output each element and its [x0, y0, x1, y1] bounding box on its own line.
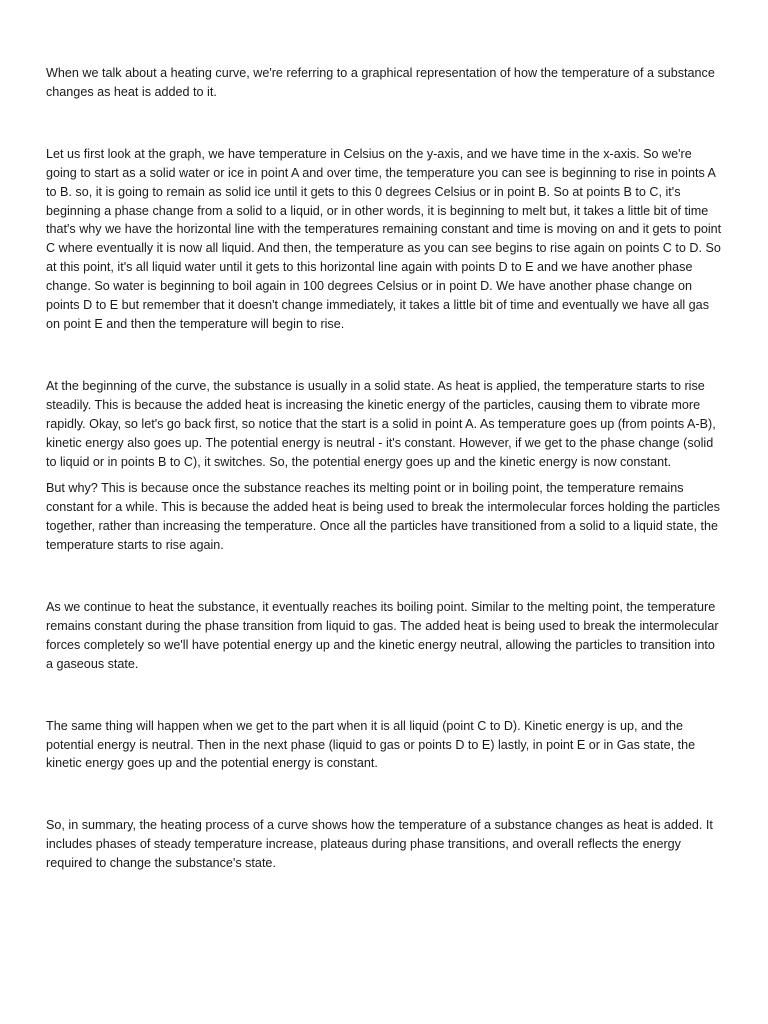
paragraph-liquid-phase: The same thing will happen when we get to the part when it is all liquid (point C to D). Kinetic energy is up, and the potential energy is neutral. Then in the next phase (liquid to gas or points D to E) lastly, in point E or in Gas state, the kinetic energy goes up and the potential energy is constant. — [46, 718, 696, 771]
paragraph-boiling-point: As we continue to heat the substance, it eventually reaches its boiling point. Similar to the melting point, the temperature remains constant during the phase transition from liquid to gas. The added heat is being used to break the intermolecular forces completely so we'll have potential energy up and the kinetic energy neutral, allowing the particles to transition into a gaseous state. — [46, 600, 719, 671]
paragraph-summary: So, in summary, the heating process of a curve shows how the temperature of a substance changes as heat is added. It includes phases of steady temperature increase, plateaus during phase transitions, and overall reflects the energy required to change the substance's state. — [46, 818, 713, 871]
document-body — [46, 64, 722, 873]
paragraph-graph-walkthrough: Let us first look at the graph, we have temperature in Celsius on the y-axis, and we have time in the x-axis. So we're going to start as a solid water or ice in point A and over time, the temperature you can see is beginning to rise in points A to B. so, it is going to remain as solid ice until it gets to this 0 degrees Celsius or in point B. So at points B to C, it's beginning a phase change from a solid to a liquid, or in other words, it is beginning to melt but, it takes a little bit of time that's why we have the horizontal line with the temperatures remaining constant and time is moving on and it gets to point C where eventually it is now all liquid. And then, the temperature as you can see begins to rise again on points C to D. So at this point, it's all liquid water until it gets to this horizontal line again with points D to E and we have another phase change. So water is beginning to boil again in 100 degrees Celsius or in point D. We have another phase change on points D to E but remember that it doesn't change immediately, it takes a little bit of time and eventually we have all gas on point E and then the temperature will begin to rise. — [46, 146, 722, 331]
paragraph-solid-state: At the beginning of the curve, the substance is usually in a solid state. As heat is applied, the temperature starts to rise steadily. This is because the added heat is increasing the kinetic energy of the particles, causing them to vibrate more rapidly. Okay, so let's go back first, so notice that the start is a solid in point A. As temperature goes up (from points A-B), kinetic energy also goes up. The potential energy is neutral - it's constant. However, if we get to the phase change (solid to liquid or in points B to C), it switches. So, the potential energy goes up and the kinetic energy is now constant. — [46, 378, 716, 469]
paragraph-why-constant: But why? This is because once the substance reaches its melting point or in boiling point, the temperature remains constant for a while. This is because the added heat is being used to break the intermolecular forces holding the particles together, rather than increasing the temperature. Once all the particles have transitioned from a solid to a liquid state, the temperature starts to rise again. — [46, 481, 720, 553]
paragraph-intro: When we talk about a heating curve, we're referring to a graphical representation of how the temperature of a substance changes as heat is added to it. — [46, 66, 715, 99]
